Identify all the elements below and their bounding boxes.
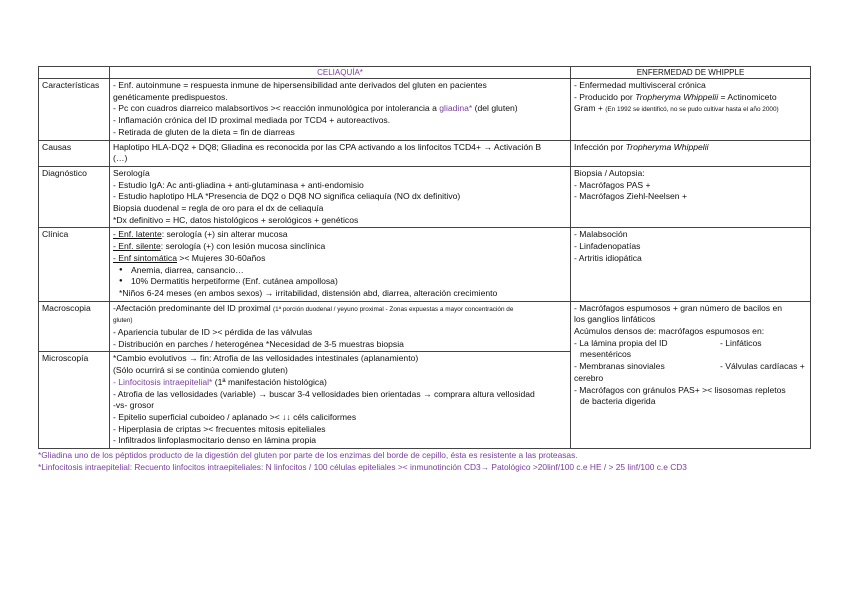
text-line: - Retirada de gluten de la dieta = fin de diarreas: [113, 126, 295, 137]
text-segment: : serología (+) con lesión mucosa sinclínica: [160, 241, 326, 252]
text-line: - Apariencia tubular de ID >< pérdida de las válvulas: [113, 327, 313, 338]
text-segment: = Actinomiceto: [718, 91, 777, 102]
text-line: genéticamente predispuestos.: [113, 91, 228, 102]
text-line: [113, 103, 567, 115]
text-line: - Artritis idiopática: [574, 252, 642, 263]
whipple-cell: [571, 140, 811, 166]
whipple-cell: [571, 166, 811, 228]
text-line: [574, 338, 807, 350]
text-line: Haplotipo HLA-DQ2 + DQ8; Gliadina es reconocida por las CPA activando a los linfocitos TCD4+ → Activación B: [113, 141, 542, 152]
footnotes: [38, 450, 810, 473]
text-line: (…): [113, 153, 128, 164]
text-line: Biopsia duodenal = regla de oro para el dx de celiaquía: [113, 203, 324, 214]
footnote-linfocitosis: *Linfocitosis intraepitelial: Recuento linfocitos intraepiteliales: N linfocitos / 100 células epiteliales >< inmunotinción CD3→ Patológico >20linf/100 c.e HE / > 25 linf/100 c.e CD3: [38, 461, 687, 472]
text-line: de bacteria digerida: [580, 396, 656, 407]
row-caracteristicas: [39, 79, 811, 141]
text-segment: Infección por: [574, 141, 626, 152]
row-label: Diagnóstico: [39, 166, 110, 228]
celiac-cell: [110, 79, 571, 141]
row-causas: [39, 140, 811, 166]
bullet-item: ● Anemia, diarrea, cansancio…: [113, 265, 567, 277]
text-line: -vs- grosor: [113, 400, 155, 411]
text-segment: -Afectación predominante del ID proximal: [113, 302, 274, 313]
underlined-term: - Enf sintomática: [113, 252, 177, 263]
text-line: [113, 377, 567, 389]
text-line: - Enf. autoinmune = respuesta inmune de hipersensibilidad ante derivados del gluten en pacientes: [113, 80, 487, 90]
text-line: - Linfadenopatías: [574, 241, 641, 252]
text-line: (Sólo ocurrirá si se continúa comiendo gluten): [113, 365, 288, 376]
text-line: - Estudio haplotipo HLA *Presencia de DQ2 o DQ8 NO significa celiaquía (NO dx definitivo): [113, 191, 461, 202]
text-segment: - Válvulas cardíacas +: [720, 361, 805, 372]
text-line: cerebro: [574, 372, 604, 383]
text-line: Acúmulos densos de: macrófagos espumosos en:: [574, 326, 765, 337]
celiac-cell: [110, 166, 571, 228]
text-line: [113, 241, 567, 253]
bullet-item: ● 10% Dermatitis herpetiforme (Enf. cutánea ampollosa): [113, 276, 567, 288]
text-line: Biopsia / Autopsia:: [574, 167, 645, 178]
text-line: - Hiperplasia de criptas >< frecuentes mitosis epiteliales: [113, 423, 326, 434]
celiac-cell: [110, 352, 571, 449]
footnote-gliadina: *Gliadina uno de los péptidos producto de la digestión del gluten por parte de los enzimas del borde de cepillo, ésta es resistente a las proteasas.: [38, 450, 578, 461]
text-segment: - La lámina propia del ID: [574, 337, 668, 348]
row-diagnostico: [39, 166, 811, 228]
text-line: - Malabsoción: [574, 229, 628, 240]
row-macroscopia: [39, 301, 811, 352]
text-segment: (del gluten): [472, 103, 518, 114]
text-line: [574, 103, 807, 116]
text-line: - Distribución en parches / heterogénea *Necesidad de 3-5 muestras biopsia: [113, 338, 404, 349]
text-line: - Macrófagos Ziehl-Neelsen +: [574, 191, 687, 202]
text-line: [113, 229, 567, 241]
text-segment: - Pc con cuadros diarreico malabsortivos >< reacción inmunológica por intolerancia a: [113, 103, 440, 114]
text-line: - Macrófagos espumosos + gran número de bacilos en: [574, 302, 783, 313]
text-line: - Enfermedad multivisceral crónica: [574, 80, 706, 90]
celiac-cell: [110, 301, 571, 352]
text-line: *Dx definitivo = HC, datos histológicos + serológicos + genéticos: [113, 214, 359, 225]
text-line: - Macrófagos con gránulos PAS+ >< lisosomas repletos: [574, 384, 786, 395]
text-segment: Gram +: [574, 103, 606, 114]
small-note: (1ª porción duodenal / yeyuno proximal - Zonas expuestas a mayor concentración de: [273, 305, 514, 313]
header-empty-cell: [39, 67, 110, 79]
text-line: - Atrofia de las vellosidades (variable) → buscar 3-4 vellosidades bien orientadas → comprara altura vellosidad: [113, 388, 535, 399]
text-line: - Epitelio superficial cuboideo / aplanado >< ↓↓ céls caliciformes: [113, 411, 357, 422]
comparison-table: [38, 66, 811, 449]
row-clinica: [39, 228, 811, 301]
text-line: [113, 303, 567, 316]
text-line: *Niños 6-24 meses (en ambos sexos) → irritabilidad, distensión abd, diarrea, alteración crecimiento: [119, 287, 498, 298]
row-label: Características: [39, 79, 110, 141]
text-line: Serología: [113, 167, 150, 178]
text-segment: - Producido por: [574, 91, 636, 102]
text-line: los ganglios linfáticos: [574, 314, 656, 325]
small-note: gluten): [113, 317, 133, 325]
gliadina-term: gliadina*: [439, 103, 473, 114]
document-page: [38, 66, 810, 473]
header-whipple: ENFERMEDAD DE WHIPPLE: [571, 67, 811, 79]
text-line: [574, 361, 807, 373]
text-segment: : serología (+) sin alterar mucosa: [161, 229, 288, 240]
species-name: Tropheryma Whippelii: [635, 91, 719, 102]
text-segment: >< Mujeres 30-60años: [177, 252, 266, 263]
row-label: Microscopía: [39, 352, 110, 449]
species-name: Tropheryma Whippelii: [625, 141, 709, 152]
text-segment: (1ª manifestación histológica): [212, 376, 327, 387]
text-line: [574, 92, 807, 104]
celiac-cell: [110, 140, 571, 166]
text-line: - Macrófagos PAS +: [574, 179, 651, 190]
row-label: Causas: [39, 140, 110, 166]
text-line: [113, 253, 567, 265]
header-celiaquia: CELIAQUÍA*: [110, 67, 571, 79]
linfocitosis-term: - Linfocitosis intraepitelial*: [113, 376, 213, 387]
text-line: [574, 142, 807, 154]
text-line: - Infiltrados linfoplasmocitario denso en lámina propia: [113, 435, 317, 446]
underlined-term: - Enf. silente: [113, 241, 161, 252]
small-note: (En 1992 se identificó, no se pudo cultivar hasta el año 2000): [605, 106, 779, 114]
celiac-cell: [110, 228, 571, 301]
row-label: Macroscopia: [39, 301, 110, 352]
text-line: mesentéricos: [580, 349, 632, 360]
whipple-cell: [571, 228, 811, 301]
underlined-term: - Enf. latente: [113, 229, 162, 240]
header-row: [39, 67, 811, 79]
text-line: - Inflamación crónica del ID proximal mediada por TCD4 + autoreactivos.: [113, 115, 391, 126]
text-segment: - Linfáticos: [720, 337, 762, 348]
text-line: - Estudio IgA: Ac anti-gliadina + anti-glutaminasa + anti-endomisio: [113, 179, 364, 190]
text-line: *Cambio evolutivos → fin: Atrofia de las vellosidades intestinales (aplanamiento): [113, 353, 419, 364]
row-label: Clínica: [39, 228, 110, 301]
text-segment: - Membranas sinoviales: [574, 361, 665, 372]
whipple-cell: [571, 301, 811, 448]
whipple-cell: [571, 79, 811, 141]
